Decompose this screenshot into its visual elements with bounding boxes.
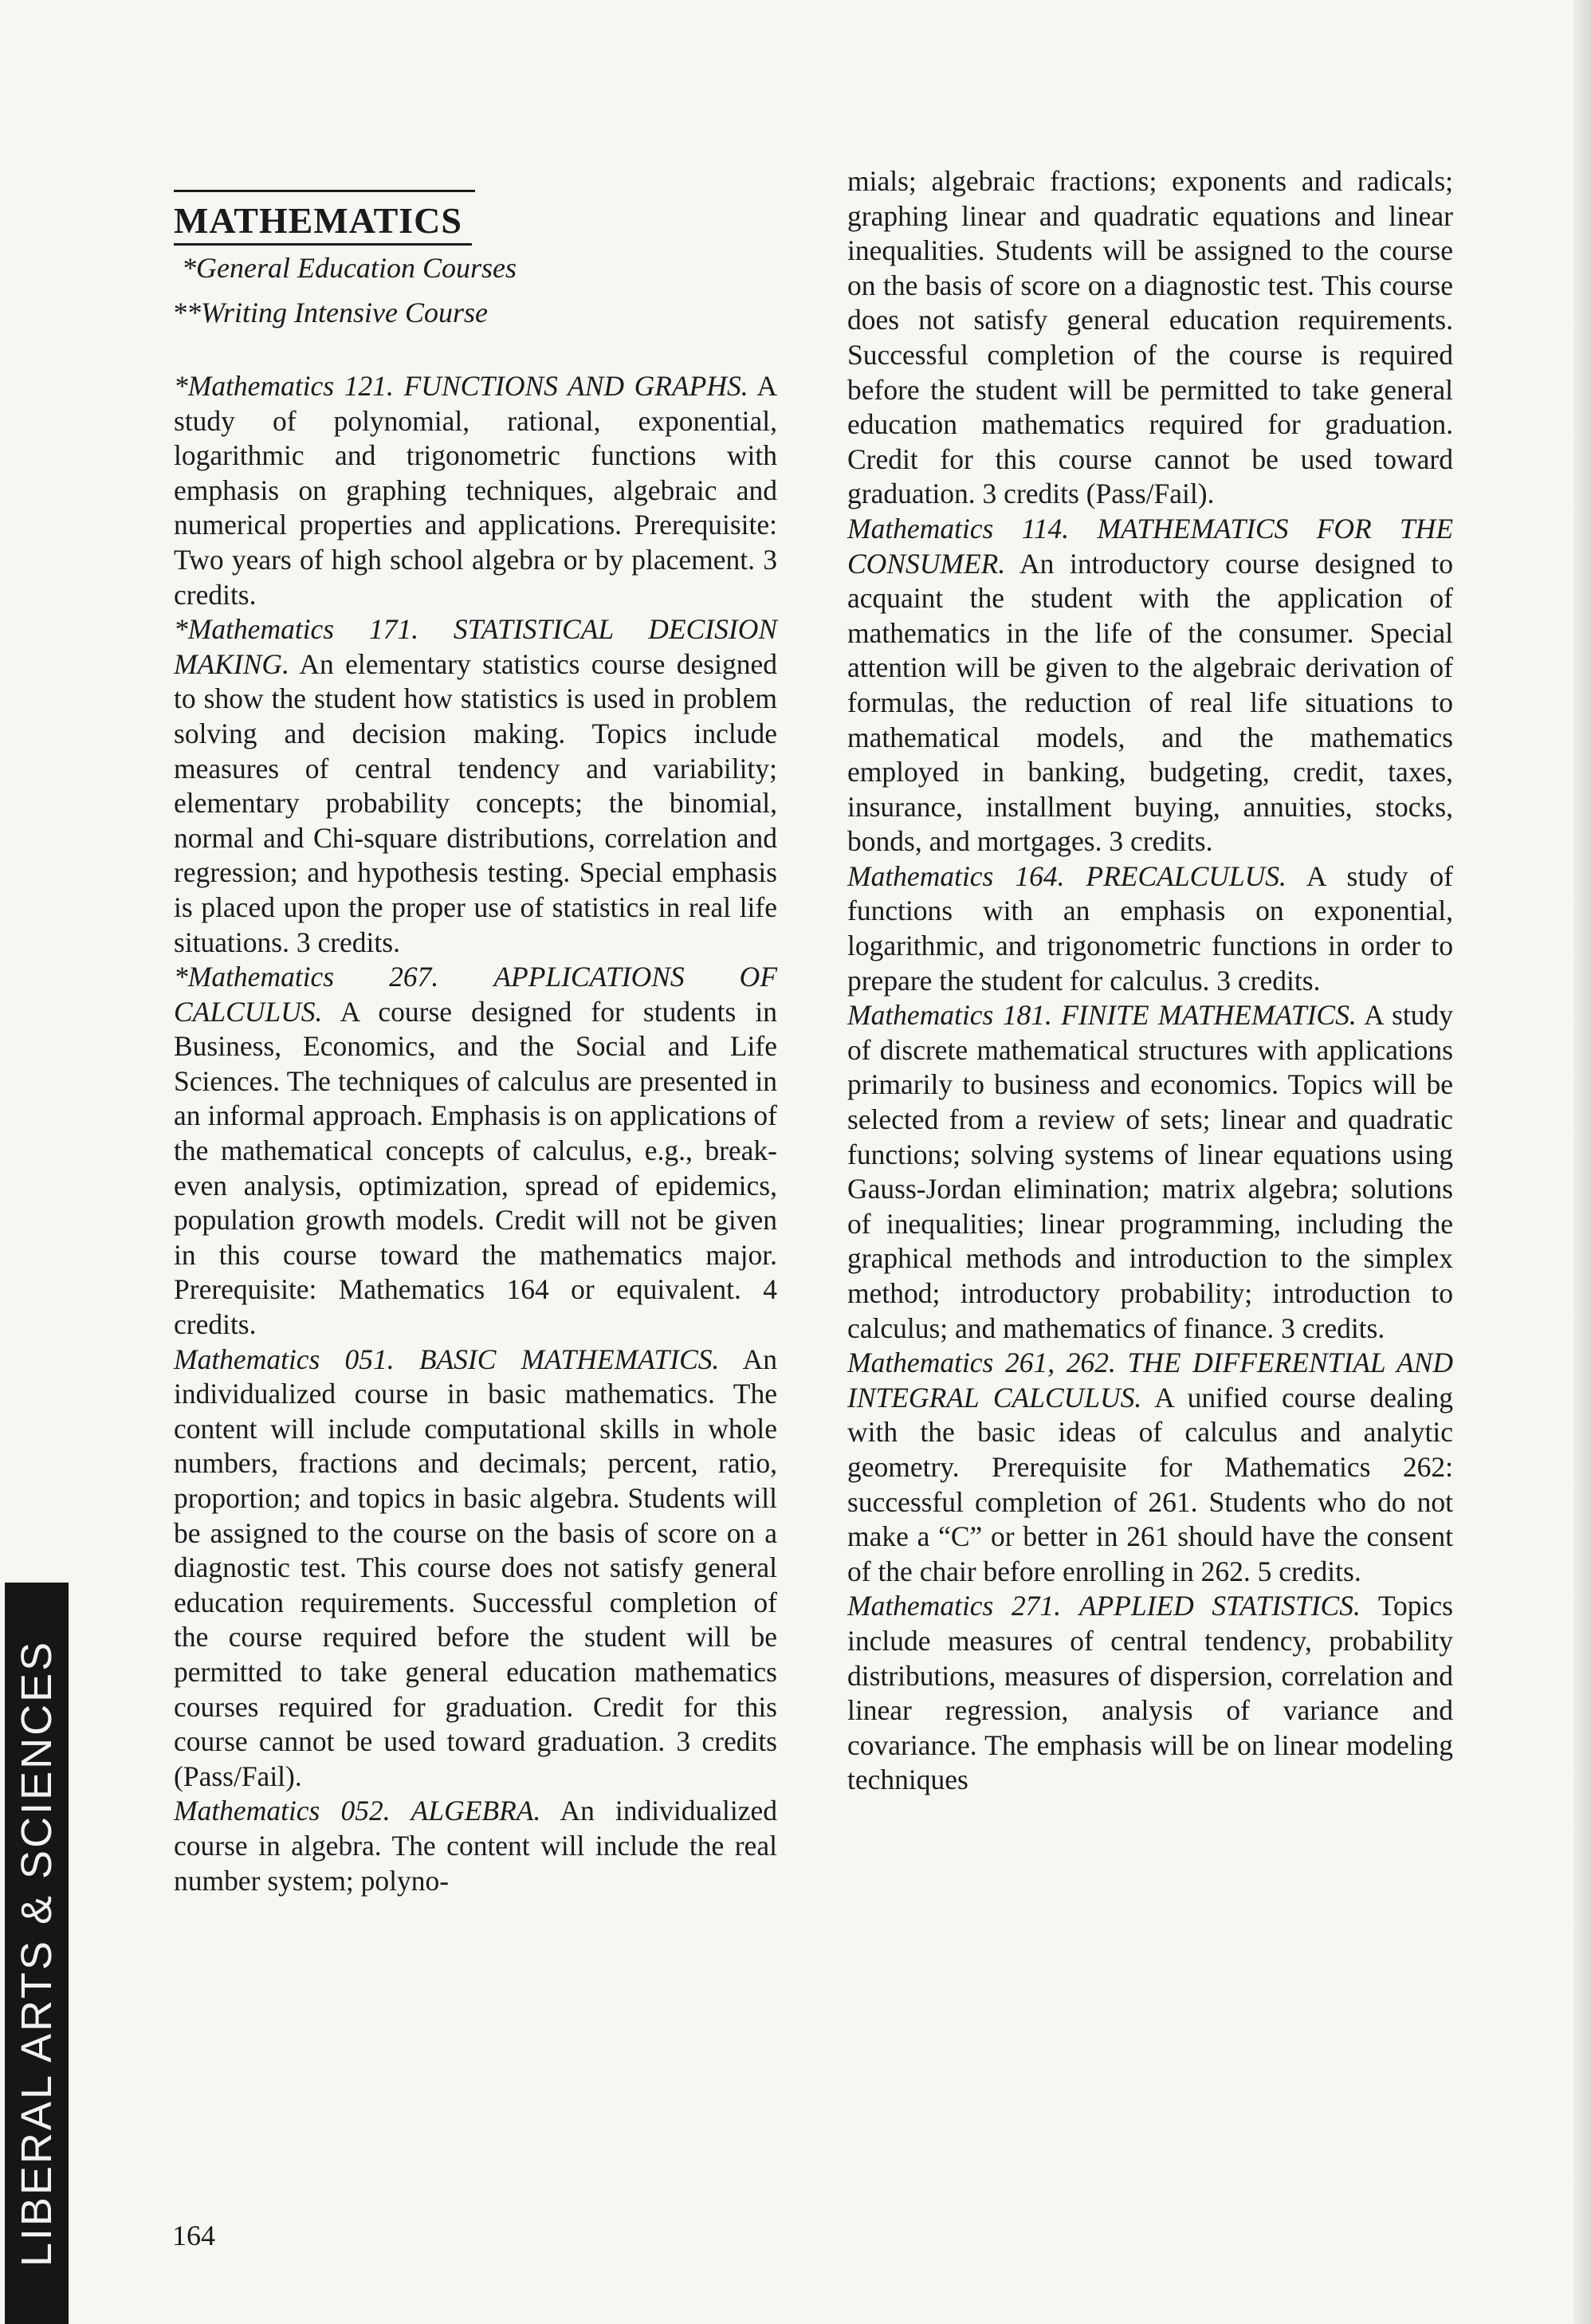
section-side-tab bbox=[5, 1583, 69, 2324]
course-description: An individualized course in algebra. The content will include the real number system; polyno- bbox=[174, 1795, 777, 1897]
legend-general-education: *General Education Courses bbox=[182, 252, 517, 284]
course-description: An individualized course in basic mathematics. The content will include computational skills in whole numbers, fractions and decimals; percent, ratio, proportion; and topics in basic algebra. Students will be assigned to the course on the basis of score on a diagnostic test. This course does not satisfy general education requirements. Successful completion of the course required before the student will be permitted to take general education mathematics courses required for graduation. Credit for this course cannot be used toward graduation. 3 credits (Pass/Fail). bbox=[174, 1343, 777, 1792]
course-number: Mathematics 051. bbox=[174, 1343, 395, 1375]
course-title: APPLICATIONS OF CALCULUS. bbox=[174, 961, 777, 1028]
course-entry bbox=[174, 369, 777, 612]
legend-writing-intensive: **Writing Intensive Course bbox=[172, 297, 488, 328]
header-rule bbox=[174, 190, 475, 192]
course-entry bbox=[174, 960, 777, 1343]
course-entry bbox=[847, 512, 1453, 859]
course-title: PRECALCULUS. bbox=[1086, 859, 1287, 892]
course-title: MATHEMATICS FOR THE CONSUMER. bbox=[847, 512, 1454, 580]
course-description: A unified course dealing with the basic ideas of calculus and analytic geometry. Prerequisite for Mathematics 262: successful completion of 261. Students who do not make a “C” or better in 261 should have the consent of the chair before enrolling in 262. 5 credits. bbox=[847, 1381, 1454, 1587]
page-edge bbox=[1573, 0, 1591, 2324]
course-entry bbox=[847, 859, 1453, 998]
side-tab-label: LIBERAL ARTS & SCIENCES bbox=[13, 1639, 61, 2267]
course-continuation: mials; algebraic fractions; exponents and radicals; graphing linear and quadratic equations and linear inequalities. Students will be assigned to the course on the basis of score on a diagnostic test. This course does not satisfy general education requirements. Successful completion of the course is required before the student will be permitted to take general education mathematics required for graduation. Credit for this course cannot be used toward graduation. 3 credits (Pass/Fail). bbox=[847, 165, 1453, 510]
course-title: BASIC MATHEMATICS. bbox=[418, 1343, 720, 1375]
course-number: Mathematics 181. bbox=[847, 999, 1052, 1032]
course-title: THE DIFFERENTIAL AND INTEGRAL CALCULUS. bbox=[847, 1347, 1453, 1414]
course-number: Mathematics 052. bbox=[174, 1795, 391, 1827]
course-description: An introductory course designed to acquaint the student with the application of mathematics in the life of the consumer. Special attention will be given to the algebraic derivation of formulas, the reduction of real life situations to mathematical models, and the mathematics employed in banking, budgeting, credit, taxes, insurance, installment buying, annuities, stocks, bonds, and mortgages. 3 credits. bbox=[847, 547, 1453, 858]
course-description: A study of polynomial, rational, exponential, logarithmic and trigonometric functions with emphasis on graphing techniques, algebraic and numerical properties and applications. Prerequisite: Two years of high school algebra or by placement. 3 credits. bbox=[174, 370, 777, 611]
course-number: Mathematics 271. bbox=[847, 1590, 1062, 1622]
course-number: *Mathematics 171. bbox=[174, 613, 419, 646]
right-column bbox=[847, 164, 1453, 1798]
course-description: An elementary statistics course designed to show the student how statistics is used in problem solving and decision making. Topics include measures of central tendency and variability; elementary probability concepts; the binomial, normal and Chi-square distributions, correlation and regression; and hypothesis testing. Special emphasis is placed upon the proper use of statistics in real life situations. 3 credits. bbox=[174, 647, 777, 958]
course-entry bbox=[174, 612, 777, 960]
course-description: A course designed for students in Business, Economics, and the Social and Life Sciences. The techniques of calculus are presented in an informal approach. Emphasis is on applications of the mathematical concepts of calculus, e.g., break-even analysis, optimization, spread of epidemics, population growth models. Credit will not be given in this course toward the mathematics major. Prerequisite: Mathematics 164 or equivalent. 4 credits. bbox=[174, 995, 778, 1341]
course-description: A study of functions with an emphasis on exponential, logarithmic, and trigonometric functions in order to prepare the student for calculus. 3 credits. bbox=[847, 859, 1453, 997]
page-title: MATHEMATICS bbox=[174, 199, 472, 246]
course-number: Mathematics 261, 262. bbox=[847, 1347, 1116, 1379]
course-description: Topics include measures of central tendency, probability distributions, measures of dispersion, correlation and linear regression, analysis of variance and covariance. The emphasis will be on linear modeling techniques bbox=[847, 1590, 1453, 1796]
course-number: *Mathematics 267. bbox=[174, 961, 439, 993]
course-number: *Mathematics 121. bbox=[174, 370, 394, 402]
course-title: APPLIED STATISTICS. bbox=[1078, 1590, 1361, 1622]
course-title: ALGEBRA. bbox=[411, 1795, 541, 1827]
course-entry bbox=[174, 1794, 777, 1898]
course-entry bbox=[174, 1343, 777, 1795]
section-header bbox=[174, 190, 780, 335]
course-description: A study of discrete mathematical structures with applications primarily to business and economics. Topics will be selected from a review of sets; linear and quadratic functions; solving systems of linear equations using Gauss-Jordan elimination; matrix algebra; solutions of inequalities; linear programming, including the graphical methods and introduction to the simplex method; introductory probability; introduction to calculus; and mathematics of finance. 3 credits. bbox=[847, 999, 1454, 1344]
course-entry bbox=[847, 1346, 1453, 1589]
course-number: Mathematics 114. bbox=[847, 512, 1070, 545]
course-title: STATISTICAL DECISION MAKING. bbox=[174, 613, 778, 680]
course-entry bbox=[847, 1589, 1453, 1798]
course-title: FUNCTIONS AND GRAPHS. bbox=[403, 370, 748, 402]
course-number: Mathematics 164. bbox=[847, 859, 1065, 892]
course-title: FINITE MATHEMATICS. bbox=[1061, 999, 1357, 1032]
page-number: 164 bbox=[172, 2220, 215, 2251]
course-entry bbox=[847, 998, 1453, 1346]
left-column bbox=[174, 369, 777, 1898]
